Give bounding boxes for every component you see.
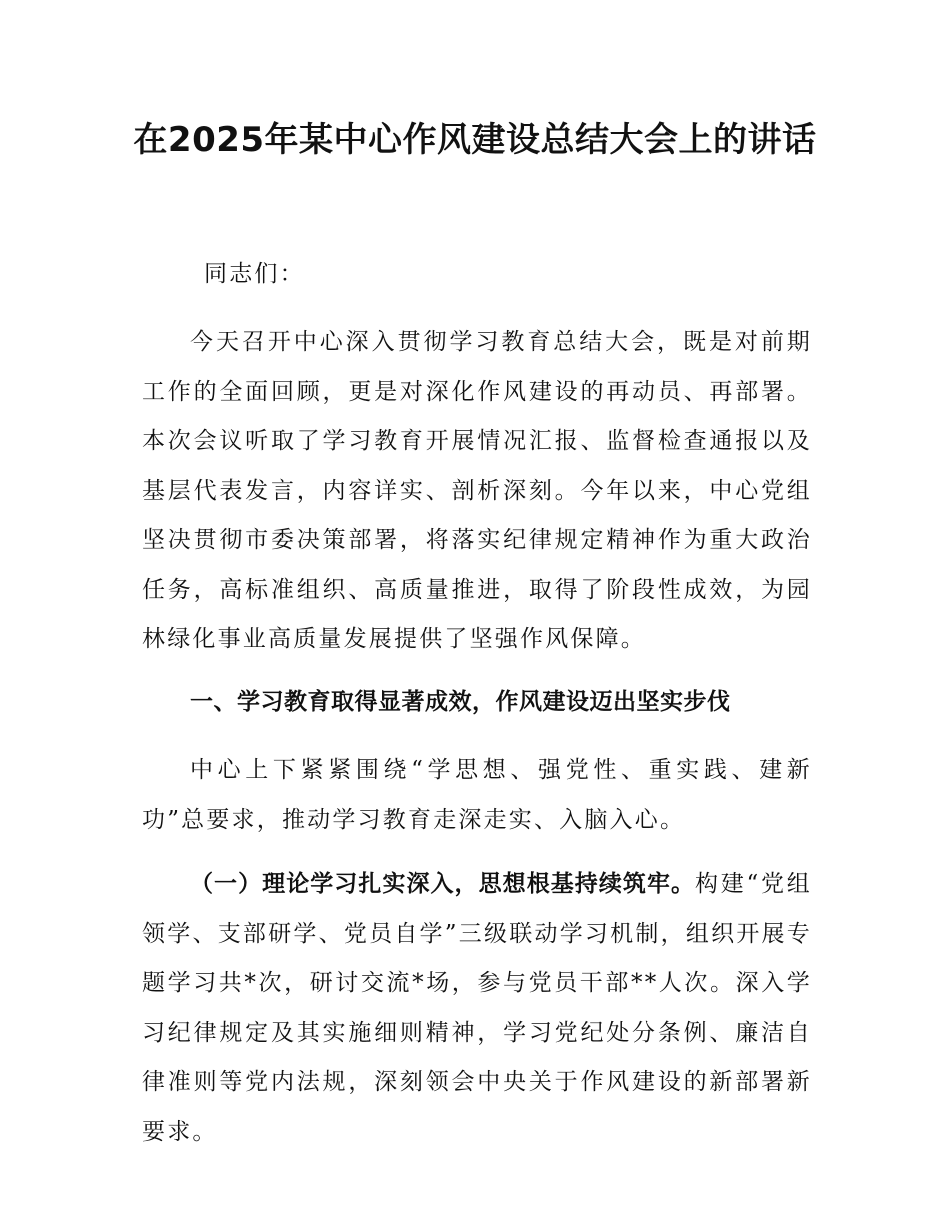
subsection-1-text: 构建“党组领学、支部研学、党员自学”三级联动学习机制，组织开展专题学习共*次，研讨交流*场，参与党员干部**人次。深入学习纪律规定及其实施细则精神，学习党纪处分条例、廉洁自律准则等党内法规，深刻领会中央关于作风建设的新部署新要求。 (142, 871, 813, 1145)
document-title: 在2025年某中心作风建设总结大会上的讲话 (133, 120, 817, 160)
section-heading-1: 一、学习教育取得显著成效，作风建设迈出坚实步伐 (190, 689, 731, 715)
salutation: 同志们： (204, 261, 305, 287)
subsection-1-paragraph (142, 860, 812, 1157)
intro-paragraph: 今天召开中心深入贯彻学习教育总结大会，既是对前期工作的全面回顾，更是对深化作风建设的再动员、再部署。本次会议听取了学习教育开展情况汇报、监督检查通报以及基层代表发言，内容详实、剖析深刻。今年以来，中心党组坚决贯彻市委决策部署，将落实纪律规定精神作为重大政治任务，高标准组织、高质量推进，取得了阶段性成效，为园林绿化事业高质量发展提供了坚强作风保障。 (142, 329, 812, 652)
subsection-1-lead: （一）理论学习扎实深入，思想根基持续筑牢。 (190, 871, 696, 897)
section-1-intro-paragraph: 中心上下紧紧围绕“学思想、强党性、重实践、建新功”总要求，推动学习教育走深走实、入脑入心。 (142, 757, 812, 833)
